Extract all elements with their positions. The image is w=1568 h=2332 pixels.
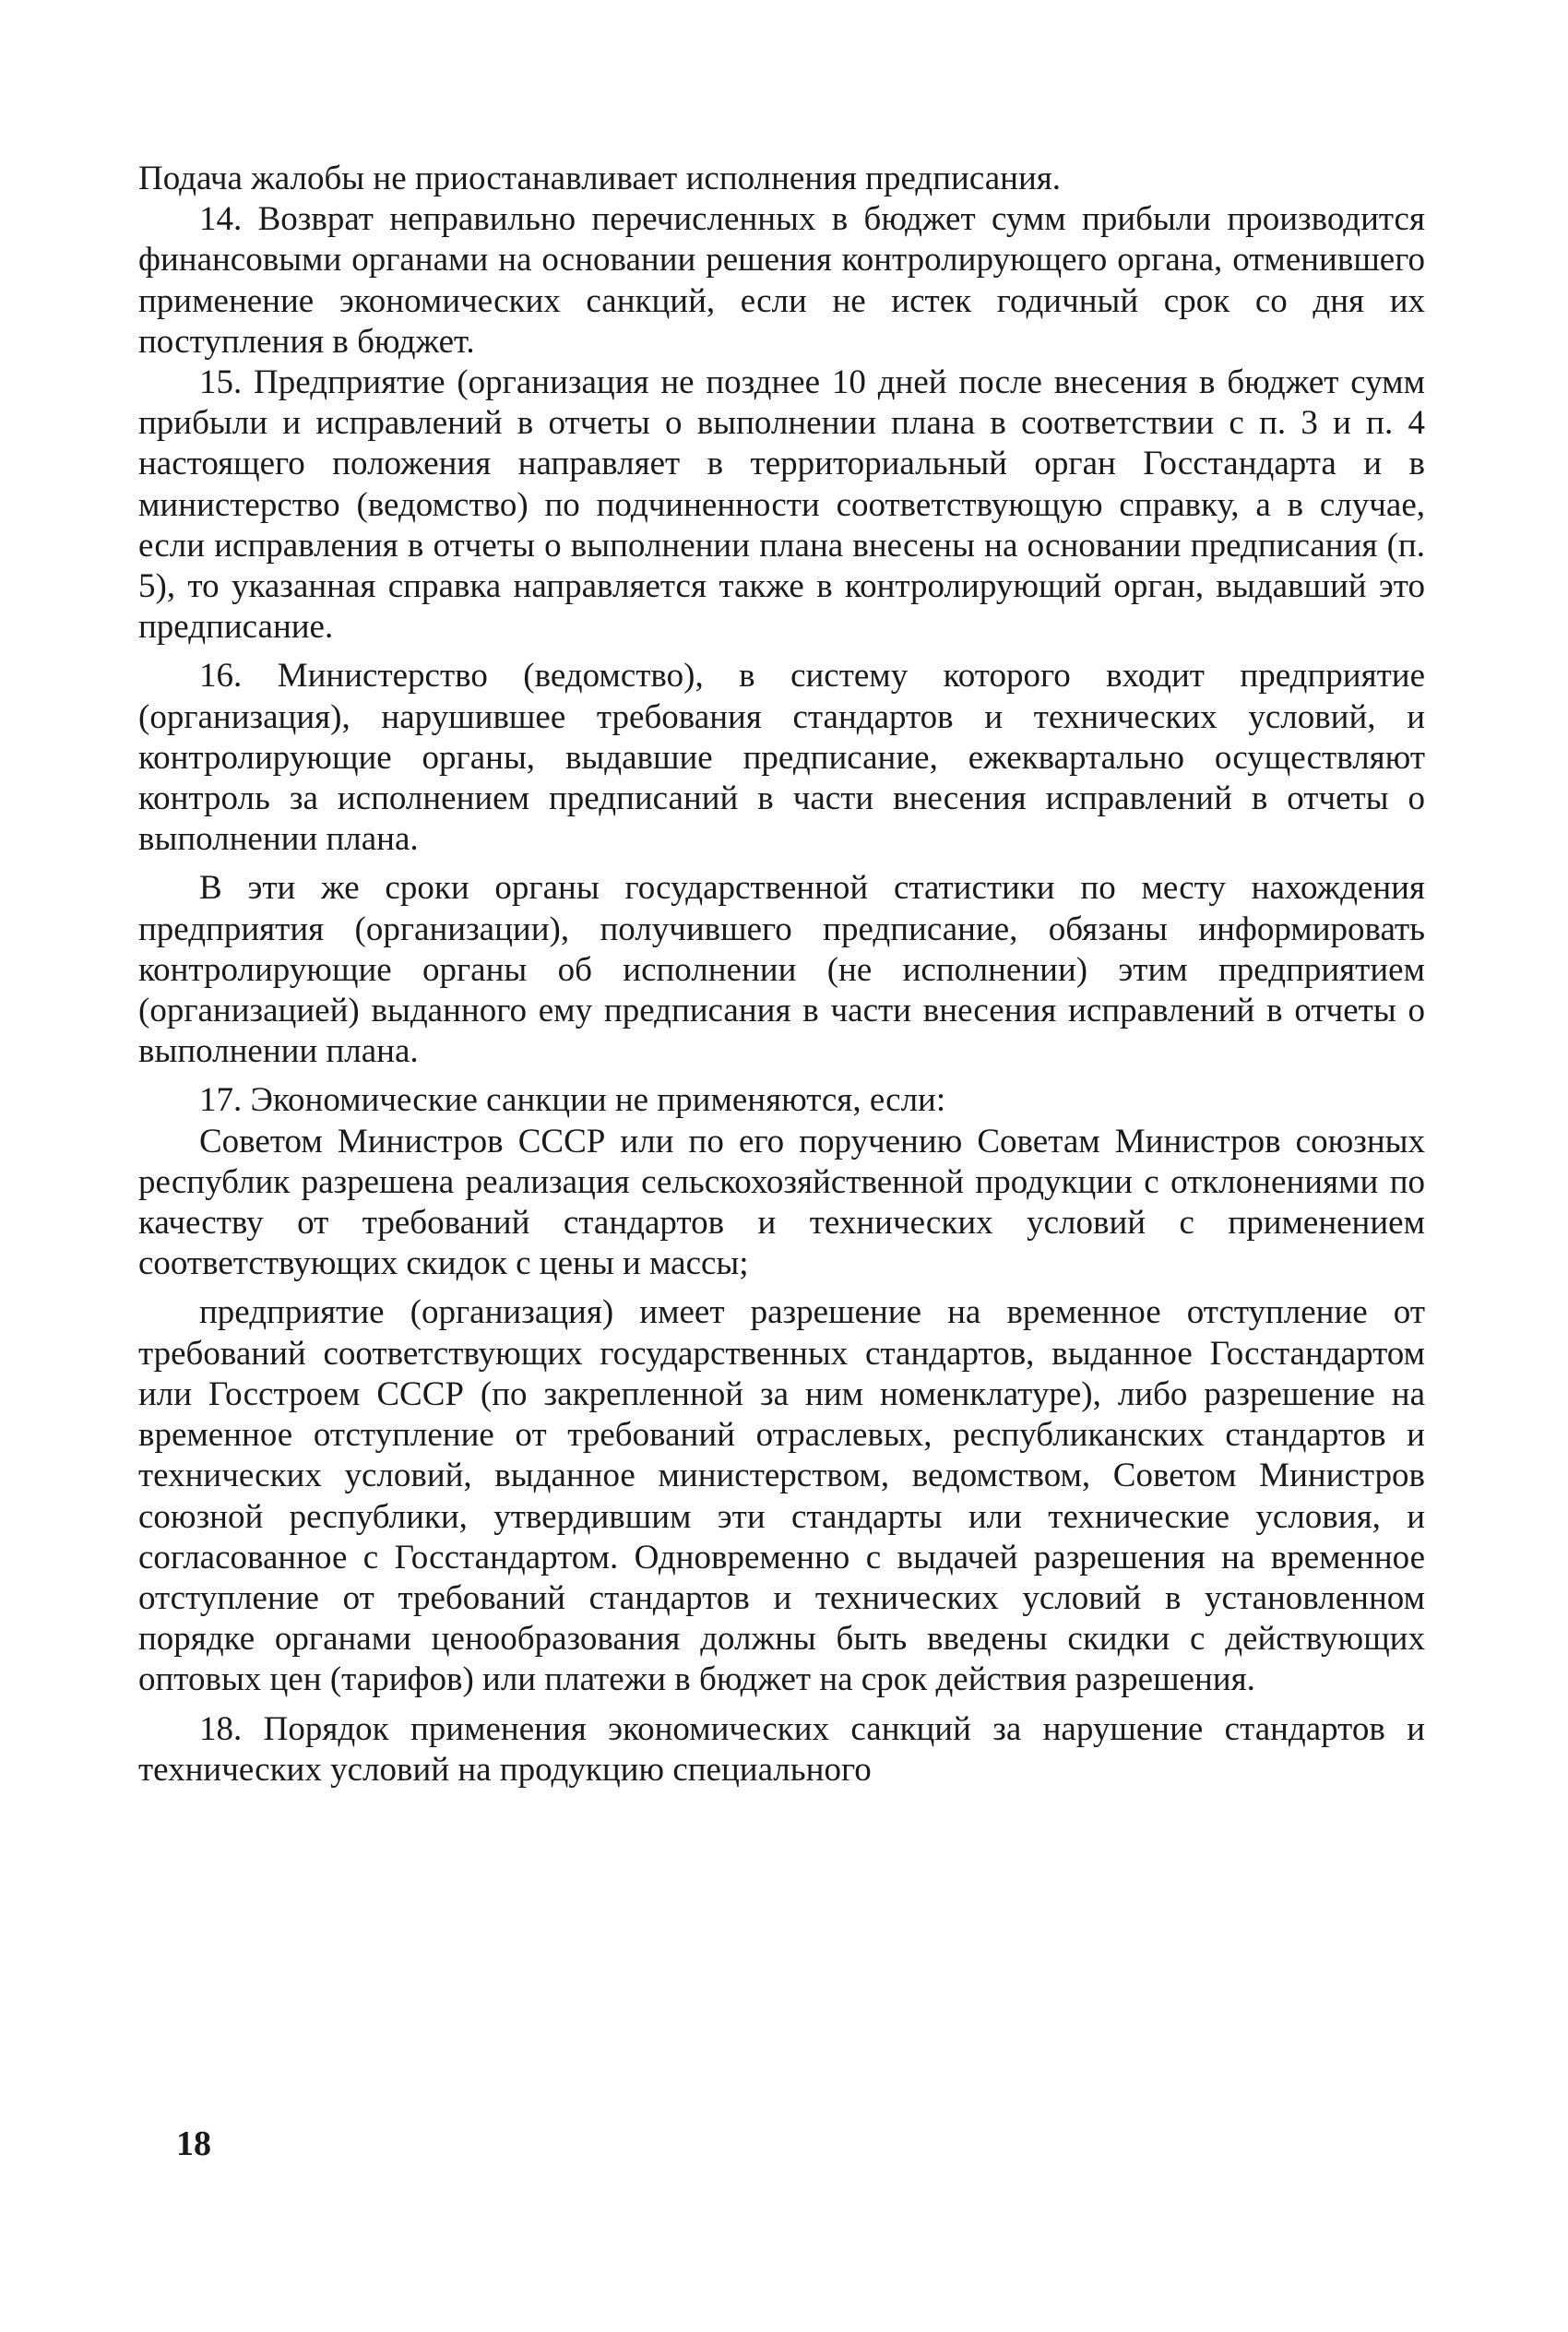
body-text [138, 159, 1425, 1791]
paragraph-statistics: В эти же сроки органы государственной статистики по месту нахождения предприятия (организации), получившего предписание, обязаны информировать контролирующие органы об исполнении (не исполнении) этим предприятием (организацией) выданного ему предписания в части внесения исправлений в отчеты о выполнении плана. [138, 869, 1425, 1071]
paragraph-17: 17. Экономические санкции не применяются, если: [199, 1081, 946, 1120]
paragraph-18: 18. Порядок применения экономических санкций за нарушение стандартов и технических условий на продукцию специального [138, 1709, 1425, 1789]
paragraph-15: 15. Предприятие (организация не позднее 10 дней после внесения в бюджет сумм прибыли и исправлений в отчеты о выполнении плана в соответствии с п. 3 и п. 4 настоящего положения направляет в территориальный орган Госстандарта и в министерство (ведомство) по подчиненности соответствующую справку, а в случае, если исправления в отчеты о выполнении плана внесены на основании предписания (п. 5), то указанная справка направляется также в контролирующий орган, выдавший это предписание. [138, 363, 1425, 647]
page-number: 18 [176, 2124, 211, 2163]
paragraph-complaint: Подача жалобы не приостанавливает исполнения предписания. [138, 160, 1062, 197]
paragraph-17-case-1: Советом Министров СССР или по его поручению Советам Министров союзных республик разрешена реализация сельскохозяйственной продукции с отклонениями по качеству от требований стандартов и технических условий с применением соответствующих скидок с цены и массы; [138, 1122, 1425, 1283]
paragraph-17-case-2: предприятие (организация) имеет разрешение на временное отступление от требований соответствующих государственных стандартов, выданное Госстандартом или Госстроем СССР (по закрепленной за ним номенклатуре), либо разрешение на временное отступление от требований отраслевых, республиканских стандартов и технических условий, выданное министерством, ведомством, Советом Министров союзной республики, утвердившим эти стандарты или технические условия, и согласованное с Госстандартом. Одновременно с выдачей разрешения на временное отступление от требований стандартов и технических условий в установленном порядке органами ценообразования должны быть введены скидки с действующих оптовых цен (тарифов) или платежи в бюджет на срок действия разрешения. [138, 1293, 1425, 1699]
paragraph-14: 14. Возврат неправильно перечисленных в бюджет сумм прибыли производится финансовыми органами на основании решения контролирующего органа, отменившего применение экономических санкций, если не истек годичный срок со дня их поступления в бюджет. [138, 200, 1425, 361]
paragraph-16: 16. Министерство (ведомство), в систему которого входит предприятие (организация), нарушившее требования стандартов и технических условий, и контролирующие органы, выдавшие предписание, ежеквартально осуществляют контроль за исполнением предписаний в части внесения исправлений в отчеты о выполнении плана. [138, 657, 1425, 859]
